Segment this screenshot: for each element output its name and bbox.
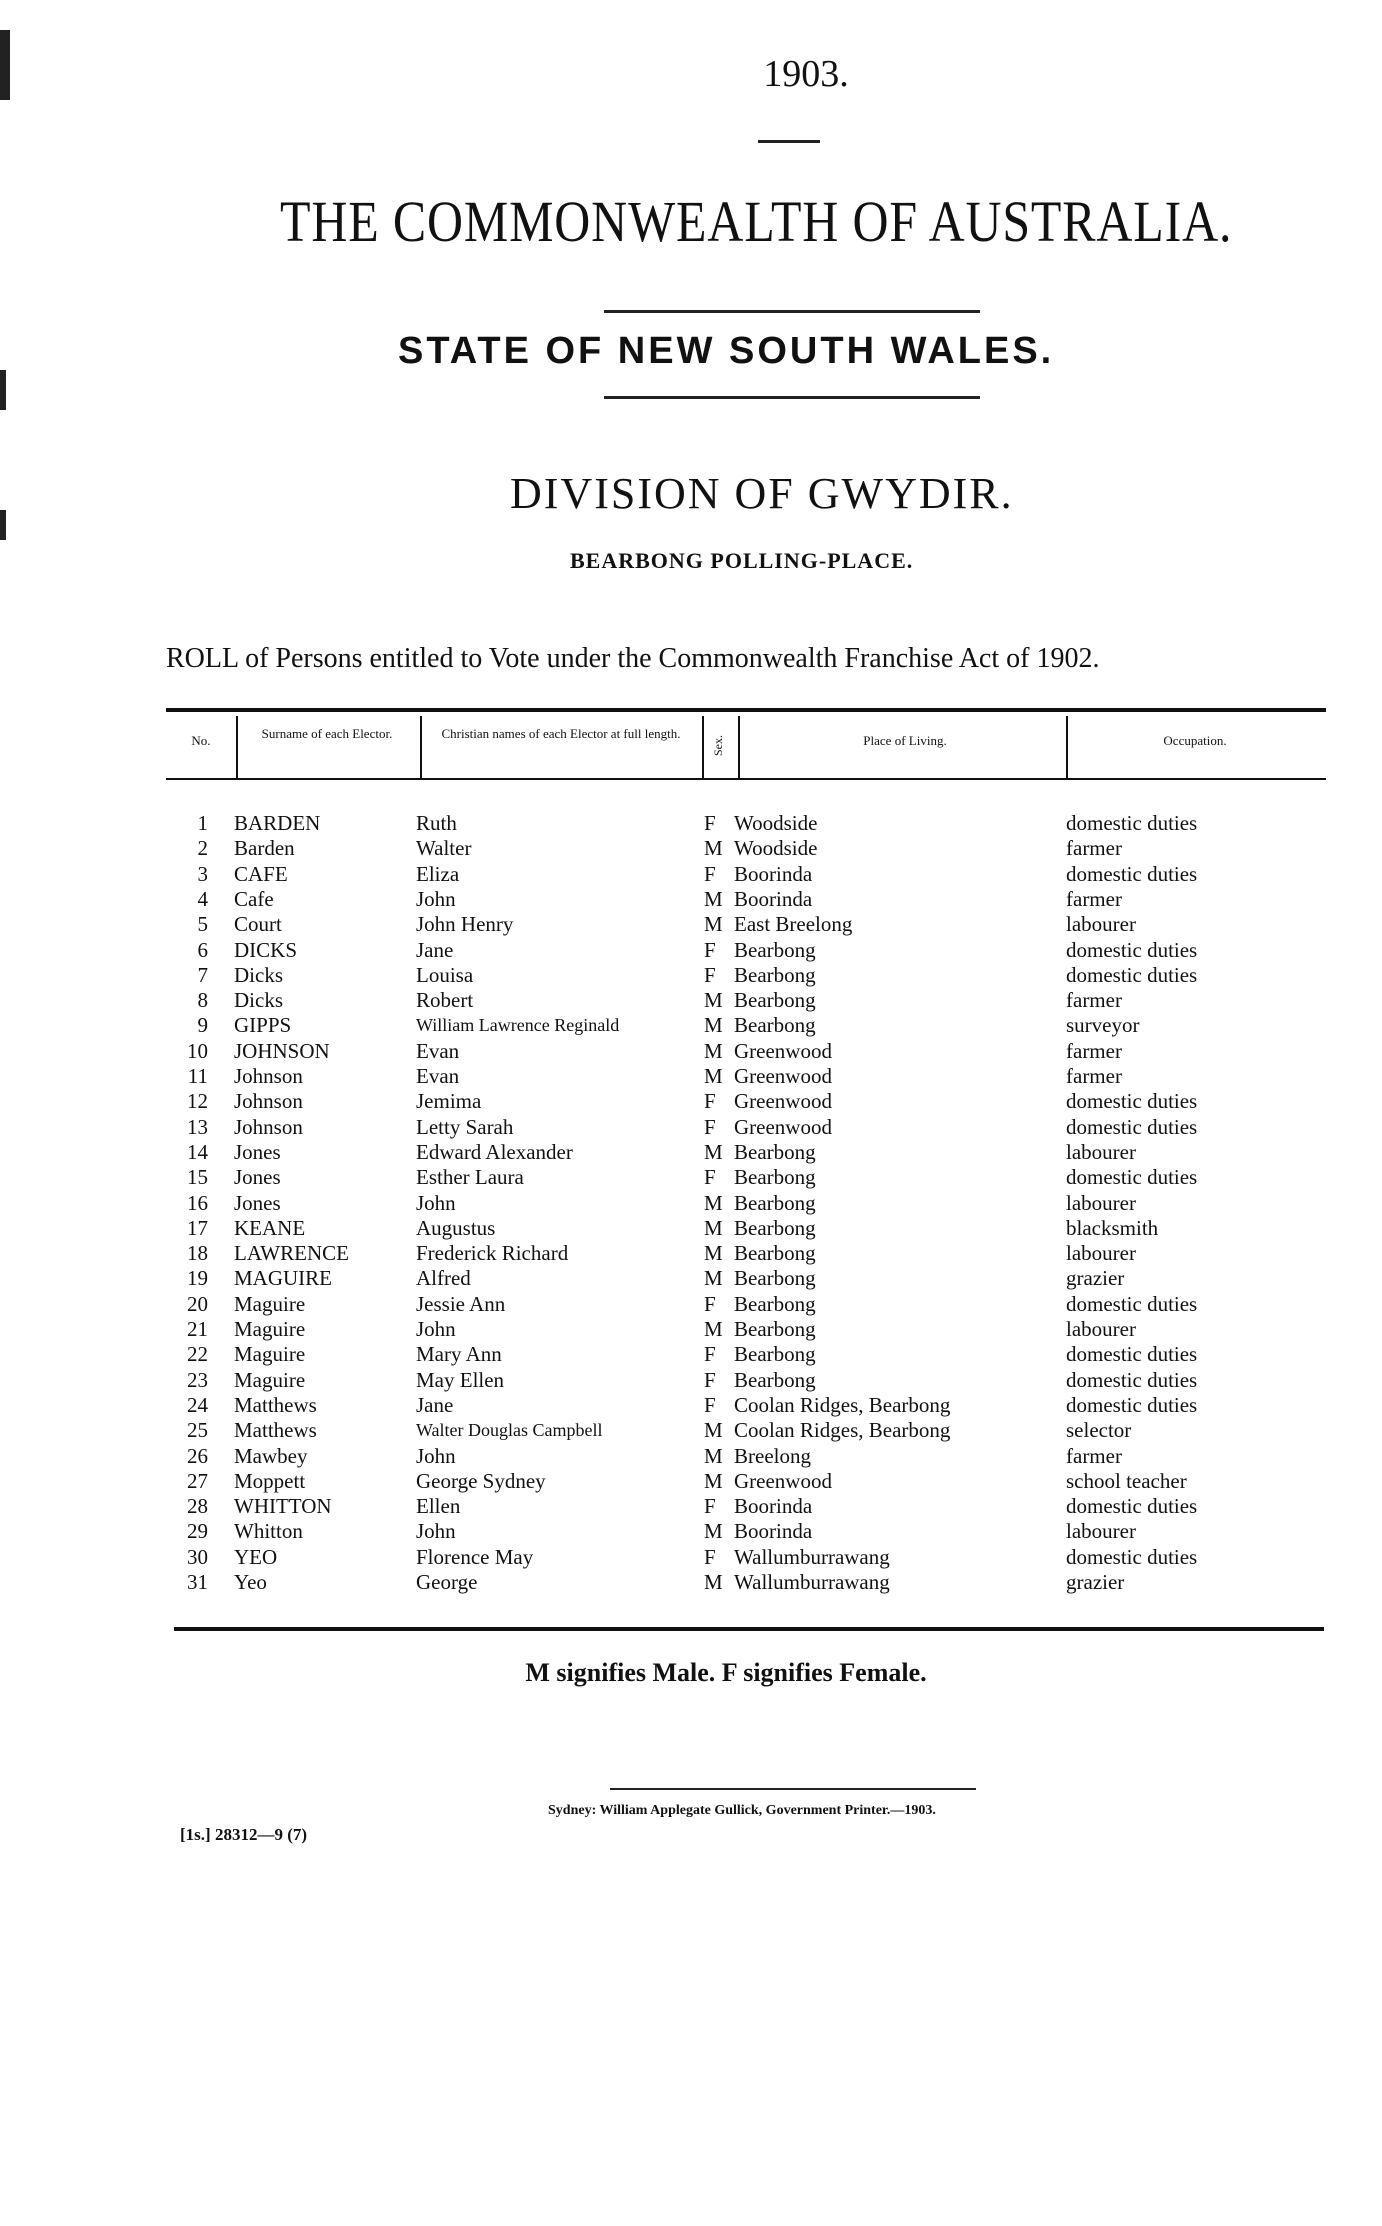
table-top-rule <box>166 708 1326 712</box>
surname-cell: Dicks <box>234 988 283 1013</box>
christian-names-cell: Ruth <box>416 811 457 835</box>
sex-cell: M <box>704 1519 723 1544</box>
place-of-living-cell: Woodside <box>734 836 818 861</box>
occupation-cell: labourer <box>1066 1317 1136 1341</box>
sex-cell: M <box>704 912 723 937</box>
surname-cell: BARDEN <box>234 811 321 835</box>
place-of-living-cell: Greenwood <box>734 1038 832 1063</box>
occupation-cell: farmer <box>1066 1038 1122 1063</box>
row-number: 28 <box>187 1494 208 1519</box>
state-heading: STATE OF NEW SOUTH WALES. <box>398 330 1055 372</box>
place-of-living-cell: Bearbong <box>734 1190 816 1215</box>
table-row <box>0 938 1382 963</box>
christian-names-cell: Jemima <box>416 1089 482 1114</box>
sex-cell: F <box>704 861 716 886</box>
year-heading: 1903. <box>763 53 849 95</box>
sex-cell: M <box>704 836 723 861</box>
row-number: 22 <box>187 1342 208 1367</box>
occupation-cell: labourer <box>1066 912 1136 937</box>
place-of-living-cell: Bearbong <box>734 1165 816 1190</box>
row-number: 17 <box>187 1215 208 1240</box>
sex-cell: F <box>704 1494 716 1519</box>
place-of-living-cell: Bearbong <box>734 937 816 962</box>
row-number: 25 <box>187 1418 208 1443</box>
row-number: 8 <box>197 988 208 1013</box>
surname-cell: Cafe <box>234 886 274 911</box>
division-heading: DIVISION OF GWYDIR. <box>510 469 1014 518</box>
christian-names-cell: May Ellen <box>416 1367 505 1392</box>
header-bottom-rule <box>166 778 1326 780</box>
row-number: 7 <box>197 962 208 987</box>
row-number: 2 <box>197 836 208 861</box>
table-row <box>0 862 1382 887</box>
printer-rule <box>610 1788 976 1790</box>
place-of-living-cell: Bearbong <box>734 1291 816 1316</box>
surname-cell: Jones <box>234 1190 281 1215</box>
sex-cell: F <box>704 962 716 987</box>
occupation-cell: labourer <box>1066 1190 1136 1215</box>
table-row <box>0 1064 1382 1089</box>
christian-names-cell: John Henry <box>416 912 514 937</box>
table-row <box>0 1342 1382 1367</box>
surname-cell: Court <box>234 912 282 937</box>
surname-cell: JOHNSON <box>234 1038 330 1063</box>
sex-cell: M <box>704 1418 723 1443</box>
scan-edge-mark <box>0 370 6 410</box>
table-row <box>0 1039 1382 1064</box>
table-row <box>0 887 1382 912</box>
table-row <box>0 1317 1382 1342</box>
row-number: 12 <box>187 1089 208 1114</box>
table-row <box>0 1444 1382 1469</box>
christian-names-cell: Mary Ann <box>416 1342 502 1367</box>
christian-names-cell: John <box>416 1519 456 1544</box>
sex-cell: M <box>704 1013 723 1038</box>
surname-cell: YEO <box>234 1544 278 1569</box>
christian-names-cell: John <box>416 1317 456 1341</box>
row-number: 10 <box>187 1038 208 1063</box>
christian-names-cell: Evan <box>416 1064 460 1088</box>
row-number: 11 <box>187 1064 208 1088</box>
christian-names-cell: Jane <box>416 1392 454 1417</box>
sex-cell: F <box>704 1165 716 1190</box>
sex-cell: M <box>704 1038 723 1063</box>
table-bottom-rule <box>174 1627 1324 1631</box>
column-divider <box>702 716 704 778</box>
occupation-cell: farmer <box>1066 1443 1122 1468</box>
surname-cell: Barden <box>234 836 295 861</box>
place-of-living-cell: Boorinda <box>734 886 813 911</box>
place-of-living-cell: Bearbong <box>734 1342 816 1367</box>
sex-cell: M <box>704 1570 723 1594</box>
christian-names-cell: John <box>416 1190 456 1215</box>
christian-names-cell: Augustus <box>416 1215 496 1240</box>
row-number: 31 <box>187 1570 208 1594</box>
year-divider <box>758 140 820 143</box>
occupation-cell: grazier <box>1066 1570 1125 1594</box>
commonwealth-title: THE COMMONWEALTH OF AUSTRALIA. <box>280 189 1233 254</box>
surname-cell: Maguire <box>234 1342 306 1367</box>
row-number: 30 <box>187 1544 208 1569</box>
christian-names-cell: George <box>416 1570 478 1594</box>
table-row <box>0 1545 1382 1570</box>
occupation-cell: domestic duties <box>1066 1544 1198 1569</box>
surname-cell: CAFE <box>234 861 288 886</box>
sex-cell: M <box>704 1190 723 1215</box>
row-number: 16 <box>187 1190 208 1215</box>
surname-cell: Whitton <box>234 1519 303 1544</box>
surname-cell: Mawbey <box>234 1443 308 1468</box>
row-number: 19 <box>187 1266 208 1291</box>
christian-names-cell: William Lawrence Reginald <box>416 1015 620 1036</box>
christian-names-cell: Jane <box>416 937 454 962</box>
polling-place-heading: BEARBONG POLLING-PLACE. <box>570 548 914 573</box>
table-row <box>0 1191 1382 1216</box>
occupation-cell: domestic duties <box>1066 1494 1198 1519</box>
table-row <box>0 1570 1382 1595</box>
table-row <box>0 1089 1382 1114</box>
surname-cell: Matthews <box>234 1418 317 1443</box>
table-row <box>0 1241 1382 1266</box>
occupation-cell: selector <box>1066 1418 1132 1443</box>
occupation-cell: labourer <box>1066 1519 1136 1544</box>
place-of-living-cell: Bearbong <box>734 1215 816 1240</box>
sex-cell: F <box>704 1544 716 1569</box>
sex-cell: F <box>704 1392 716 1417</box>
christian-names-cell: Evan <box>416 1038 460 1063</box>
header-place: Place of Living. <box>863 733 947 748</box>
occupation-cell: farmer <box>1066 1064 1122 1088</box>
row-number: 14 <box>187 1139 208 1164</box>
occupation-cell: farmer <box>1066 836 1122 861</box>
surname-cell: Moppett <box>234 1468 306 1493</box>
row-number: 26 <box>187 1443 208 1468</box>
column-divider <box>1066 716 1068 778</box>
place-of-living-cell: Bearbong <box>734 962 816 987</box>
christian-names-cell: Ellen <box>416 1494 461 1519</box>
table-row <box>0 912 1382 937</box>
sex-cell: F <box>704 1114 716 1139</box>
place-of-living-cell: Greenwood <box>734 1089 832 1114</box>
place-of-living-cell: Bearbong <box>734 1317 816 1341</box>
christian-names-cell: Esther Laura <box>416 1165 524 1190</box>
occupation-cell: farmer <box>1066 988 1122 1013</box>
row-number: 24 <box>187 1392 208 1417</box>
header-no: No. <box>191 733 211 748</box>
sex-cell: F <box>704 1291 716 1316</box>
table-row <box>0 1494 1382 1519</box>
occupation-cell: domestic duties <box>1066 1114 1198 1139</box>
column-divider <box>420 716 422 778</box>
surname-cell: Maguire <box>234 1317 306 1341</box>
place-of-living-cell: Bearbong <box>734 1367 816 1392</box>
christian-names-cell: Walter <box>416 836 472 861</box>
place-of-living-cell: Greenwood <box>734 1114 832 1139</box>
table-row <box>0 1013 1382 1038</box>
table-row <box>0 1469 1382 1494</box>
place-of-living-cell: Breelong <box>734 1443 811 1468</box>
occupation-cell: domestic duties <box>1066 811 1198 835</box>
state-rule-top <box>604 310 980 313</box>
surname-cell: Jones <box>234 1165 281 1190</box>
occupation-cell: domestic duties <box>1066 1342 1198 1367</box>
sex-cell: F <box>704 1089 716 1114</box>
surname-cell: DICKS <box>234 937 298 962</box>
row-number: 6 <box>197 937 208 962</box>
place-of-living-cell: Woodside <box>734 811 818 835</box>
surname-cell: Maguire <box>234 1291 306 1316</box>
row-number: 9 <box>197 1013 208 1038</box>
surname-cell: Jones <box>234 1139 281 1164</box>
surname-cell: MAGUIRE <box>234 1266 332 1291</box>
table-row <box>0 1393 1382 1418</box>
scan-edge-mark <box>0 510 6 540</box>
place-of-living-cell: Boorinda <box>734 1519 813 1544</box>
place-of-living-cell: Greenwood <box>734 1064 832 1088</box>
christian-names-cell: John <box>416 1443 456 1468</box>
sex-cell: M <box>704 988 723 1013</box>
sex-cell: F <box>704 811 716 835</box>
occupation-cell: domestic duties <box>1066 962 1198 987</box>
row-number: 1 <box>197 811 208 835</box>
place-of-living-cell: Bearbong <box>734 988 816 1013</box>
occupation-cell: surveyor <box>1066 1013 1140 1038</box>
sex-cell: M <box>704 1241 723 1266</box>
surname-cell: Johnson <box>234 1064 303 1088</box>
occupation-cell: grazier <box>1066 1266 1125 1291</box>
row-number: 23 <box>187 1367 208 1392</box>
christian-names-cell: Eliza <box>416 861 460 886</box>
print-reference: [1s.] 28312—9 (7) <box>180 1825 308 1844</box>
row-number: 4 <box>197 886 208 911</box>
occupation-cell: labourer <box>1066 1241 1136 1266</box>
sex-cell: M <box>704 886 723 911</box>
christian-names-cell: Letty Sarah <box>416 1114 514 1139</box>
table-row <box>0 1418 1382 1443</box>
row-number: 3 <box>197 861 208 886</box>
christian-names-cell: Louisa <box>416 962 474 987</box>
place-of-living-cell: Coolan Ridges, Bearbong <box>734 1392 951 1417</box>
christian-names-cell: Florence May <box>416 1544 534 1569</box>
place-of-living-cell: Bearbong <box>734 1241 816 1266</box>
roll-heading: ROLL of Persons entitled to Vote under the Commonwealth Franchise Act of 1902. <box>166 643 1100 674</box>
table-row <box>0 1266 1382 1291</box>
christian-names-cell: Frederick Richard <box>416 1241 569 1266</box>
row-number: 5 <box>197 912 208 937</box>
table-row <box>0 1115 1382 1140</box>
christian-names-cell: Edward Alexander <box>416 1139 573 1164</box>
occupation-cell: domestic duties <box>1066 1392 1198 1417</box>
table-row <box>0 1165 1382 1190</box>
sex-cell: F <box>704 1367 716 1392</box>
occupation-cell: domestic duties <box>1066 1089 1198 1114</box>
occupation-cell: labourer <box>1066 1139 1136 1164</box>
table-row <box>0 988 1382 1013</box>
sex-cell: M <box>704 1215 723 1240</box>
christian-names-cell: Jessie Ann <box>416 1291 506 1316</box>
row-number: 21 <box>187 1317 208 1341</box>
surname-cell: Yeo <box>234 1570 267 1594</box>
sex-cell: F <box>704 1342 716 1367</box>
row-number: 15 <box>187 1165 208 1190</box>
place-of-living-cell: Wallumburrawang <box>734 1544 890 1569</box>
sex-cell: M <box>704 1317 723 1341</box>
place-of-living-cell: East Breelong <box>734 912 853 937</box>
table-row <box>0 836 1382 861</box>
surname-cell: Matthews <box>234 1392 317 1417</box>
christian-names-cell: George Sydney <box>416 1468 546 1493</box>
sex-cell: M <box>704 1266 723 1291</box>
surname-cell: Johnson <box>234 1089 303 1114</box>
row-number: 13 <box>187 1114 208 1139</box>
surname-cell: LAWRENCE <box>234 1241 349 1266</box>
christian-names-cell: Alfred <box>416 1266 471 1291</box>
sex-legend: M signifies Male. F signifies Female. <box>525 1658 927 1687</box>
place-of-living-cell: Boorinda <box>734 861 813 886</box>
surname-cell: GIPPS <box>234 1013 292 1038</box>
occupation-cell: domestic duties <box>1066 1367 1198 1392</box>
surname-cell: Dicks <box>234 962 283 987</box>
table-row <box>0 963 1382 988</box>
header-occupation: Occupation. <box>1163 733 1227 748</box>
christian-names-cell: Robert <box>416 988 474 1013</box>
christian-names-cell: Walter Douglas Campbell <box>416 1420 603 1441</box>
table-row <box>0 1292 1382 1317</box>
printer-imprint: Sydney: William Applegate Gullick, Government Printer.—1903. <box>548 1803 936 1818</box>
sex-cell: F <box>704 937 716 962</box>
table-row <box>0 1140 1382 1165</box>
row-number: 27 <box>187 1468 208 1493</box>
occupation-cell: domestic duties <box>1066 1165 1198 1190</box>
surname-cell: KEANE <box>234 1215 306 1240</box>
column-divider <box>236 716 238 778</box>
header-surname: Surname of each Elector. <box>261 726 393 741</box>
occupation-cell: domestic duties <box>1066 937 1198 962</box>
place-of-living-cell: Greenwood <box>734 1468 832 1493</box>
table-row <box>0 1519 1382 1544</box>
column-divider <box>738 716 740 778</box>
occupation-cell: blacksmith <box>1066 1215 1159 1240</box>
surname-cell: WHITTON <box>234 1494 332 1519</box>
occupation-cell: domestic duties <box>1066 861 1198 886</box>
place-of-living-cell: Boorinda <box>734 1494 813 1519</box>
place-of-living-cell: Bearbong <box>734 1139 816 1164</box>
surname-cell: Johnson <box>234 1114 303 1139</box>
place-of-living-cell: Bearbong <box>734 1013 816 1038</box>
row-number: 18 <box>187 1241 208 1266</box>
table-row <box>0 1216 1382 1241</box>
sex-cell: M <box>704 1468 723 1493</box>
header-christian: Christian names of each Elector at full length. <box>441 726 681 741</box>
occupation-cell: school teacher <box>1066 1468 1187 1493</box>
occupation-cell: domestic duties <box>1066 1291 1198 1316</box>
christian-names-cell: John <box>416 886 456 911</box>
place-of-living-cell: Bearbong <box>734 1266 816 1291</box>
place-of-living-cell: Coolan Ridges, Bearbong <box>734 1418 951 1443</box>
sex-cell: M <box>704 1064 723 1088</box>
row-number: 20 <box>187 1291 208 1316</box>
occupation-cell: farmer <box>1066 886 1122 911</box>
surname-cell: Maguire <box>234 1367 306 1392</box>
table-row <box>0 1368 1382 1393</box>
state-rule-bottom <box>604 396 980 399</box>
table-row <box>0 811 1382 836</box>
header-sex: Sex. <box>711 735 725 756</box>
place-of-living-cell: Wallumburrawang <box>734 1570 890 1594</box>
sex-cell: M <box>704 1443 723 1468</box>
sex-cell: M <box>704 1139 723 1164</box>
row-number: 29 <box>187 1519 208 1544</box>
